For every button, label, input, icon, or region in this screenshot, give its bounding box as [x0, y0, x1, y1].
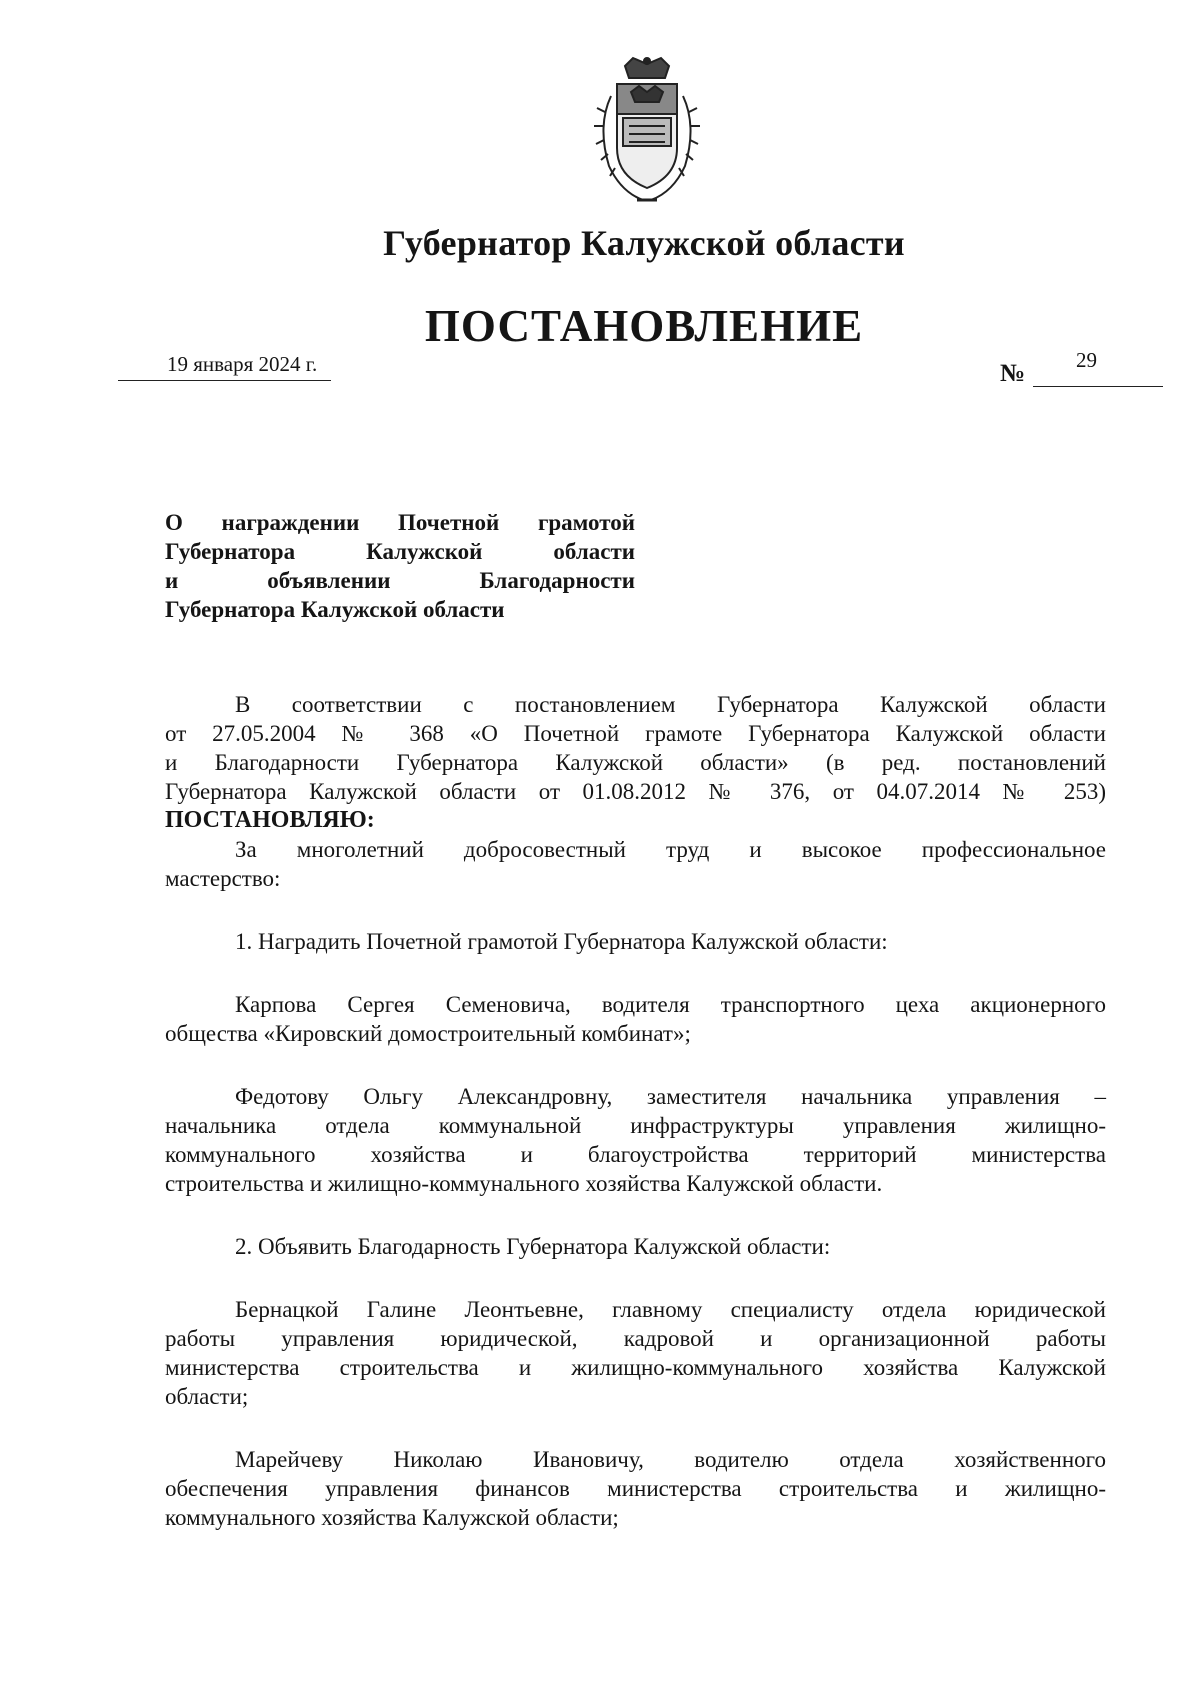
text-line: общества «Кировский домостроительный комбинат»; — [165, 1021, 691, 1046]
item-1-award-recipient — [165, 990, 1106, 1048]
item-2-heading — [165, 1232, 1106, 1261]
preamble-paragraph — [165, 690, 1106, 835]
text-line: Карпова Сергея Семеновича, водителя транспортного цеха акционерного — [235, 992, 1106, 1017]
subject-line: О награждении Почетной грамотой — [165, 510, 635, 535]
number-underline — [1033, 386, 1163, 387]
text-line: мастерство: — [165, 866, 281, 891]
item-1-award-recipient — [165, 1082, 1106, 1198]
document-date: 19 января 2024 г. — [167, 352, 318, 376]
document-body — [165, 690, 1106, 1532]
text-line: министерства строительства и жилищно-коммунального хозяйства Калужской — [165, 1355, 1106, 1380]
decree-word: ПОСТАНОВЛЯЮ: — [165, 807, 375, 833]
document-type-title: ПОСТАНОВЛЕНИЕ — [424, 301, 864, 351]
subject-line: и объявлении Благодарности — [165, 568, 635, 593]
text-line: коммунального хозяйства Калужской области; — [165, 1505, 619, 1530]
date-underline — [118, 380, 331, 381]
document-number: 29 — [1076, 348, 1097, 372]
reason-paragraph — [165, 835, 1106, 893]
text-line: начальника отдела коммунальной инфраструктуры управления жилищно- — [165, 1113, 1106, 1138]
text-line: от 27.05.2004 № 368 «О Почетной грамоте Губернатора Калужской области — [165, 721, 1106, 746]
text-line: коммунального хозяйства и благоустройства территорий министерства — [165, 1142, 1106, 1167]
coat-of-arms-emblem — [587, 56, 707, 206]
item-2-gratitude-recipient — [165, 1295, 1106, 1411]
item-2-gratitude-recipient — [165, 1445, 1106, 1532]
text-line: 1. Наградить Почетной грамотой Губернатора Калужской области: — [235, 929, 888, 954]
text-line: работы управления юридической, кадровой и организационной работы — [165, 1326, 1106, 1351]
text-line: обеспечения управления финансов министерства строительства и жилищно- — [165, 1476, 1106, 1501]
number-sign: № — [1000, 360, 1026, 387]
text-line: За многолетний добросовестный труд и высокое профессиональное — [235, 837, 1106, 862]
text-line: 2. Объявить Благодарность Губернатора Калужской области: — [235, 1234, 831, 1259]
item-1-heading — [165, 927, 1106, 956]
text-line: и Благодарности Губернатора Калужской области» (в ред. постановлений — [165, 750, 1106, 775]
issuing-authority: Губернатор Калужской области — [383, 223, 905, 263]
text-line: строительства и жилищно-коммунального хозяйства Калужской области. — [165, 1171, 883, 1196]
text-line: области; — [165, 1384, 249, 1409]
subject-line: Губернатора Калужской области — [165, 539, 635, 564]
subject-line: Губернатора Калужской области — [165, 597, 505, 622]
text-line: Федотову Ольгу Александровну, заместителя начальника управления – — [235, 1084, 1106, 1109]
text-line: Марейчеву Николаю Ивановичу, водителю отдела хозяйственного — [235, 1447, 1106, 1472]
text-line: Бернацкой Галине Леонтьевне, главному специалисту отдела юридической — [235, 1297, 1106, 1322]
text-line: В соответствии с постановлением Губернатора Калужской области — [235, 692, 1106, 717]
document-subject — [165, 508, 635, 624]
text-line: Губернатора Калужской области от 01.08.2012 № 376, от 04.07.2014 № 253) — [165, 779, 1106, 804]
